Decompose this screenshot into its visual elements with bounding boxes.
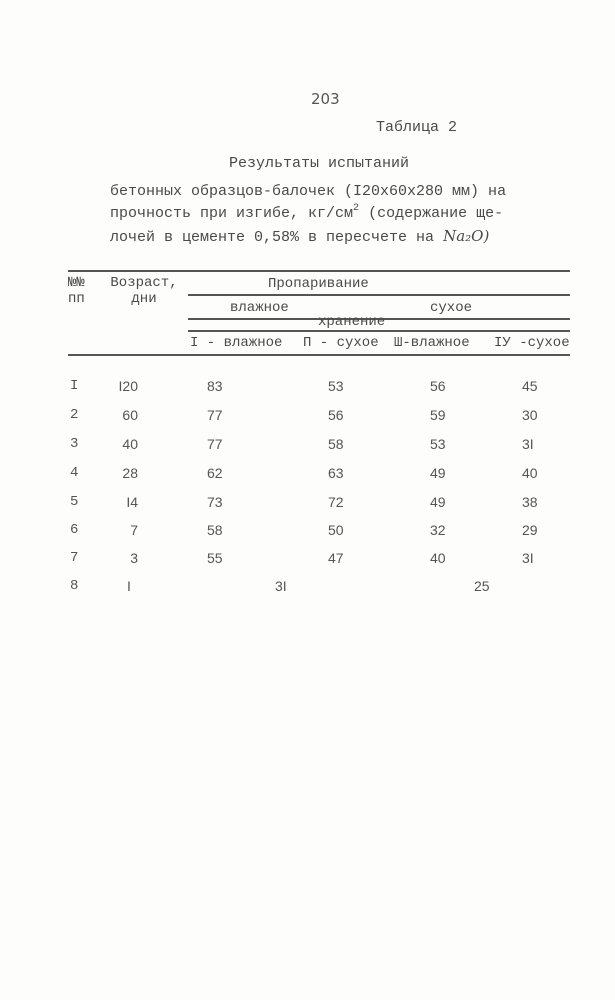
header-col-3: Ш-влажное [394, 335, 470, 351]
superscript: 2 [353, 203, 360, 214]
storage-rule [188, 330, 570, 332]
table-label: Таблица 2 [376, 119, 458, 136]
header-col-4: IУ -сухое [494, 335, 570, 351]
caption-line-1: бетонных образцов-балочек (I20x60x280 мм) на [110, 183, 507, 200]
header-age: Возраст, дни [110, 275, 178, 307]
caption-line-2: прочность при изгибе, $кг/см^2$ (содержание ще- [110, 203, 504, 222]
header-dry: сухое [430, 300, 473, 316]
header-bottom-rule [68, 354, 570, 356]
header-col-1: I - влажное [190, 335, 283, 351]
table-title: Результаты испытаний [229, 155, 410, 172]
chemical-formula: Na₂O) [443, 227, 490, 245]
page-number: 203 [311, 90, 340, 108]
table-top-rule [68, 270, 570, 272]
caption-line-3: лочей в цементе 0,58% в пересчете на Na₂O) [110, 227, 490, 246]
header-storage: хранение [318, 314, 386, 330]
table-caption [110, 181, 506, 249]
header-num: №№ пп [68, 275, 85, 307]
header-col-2: П - сухое [303, 335, 379, 351]
header-steaming: Пропаривание [268, 276, 369, 292]
steaming-rule [188, 294, 570, 296]
header-wet: влажное [230, 300, 289, 316]
